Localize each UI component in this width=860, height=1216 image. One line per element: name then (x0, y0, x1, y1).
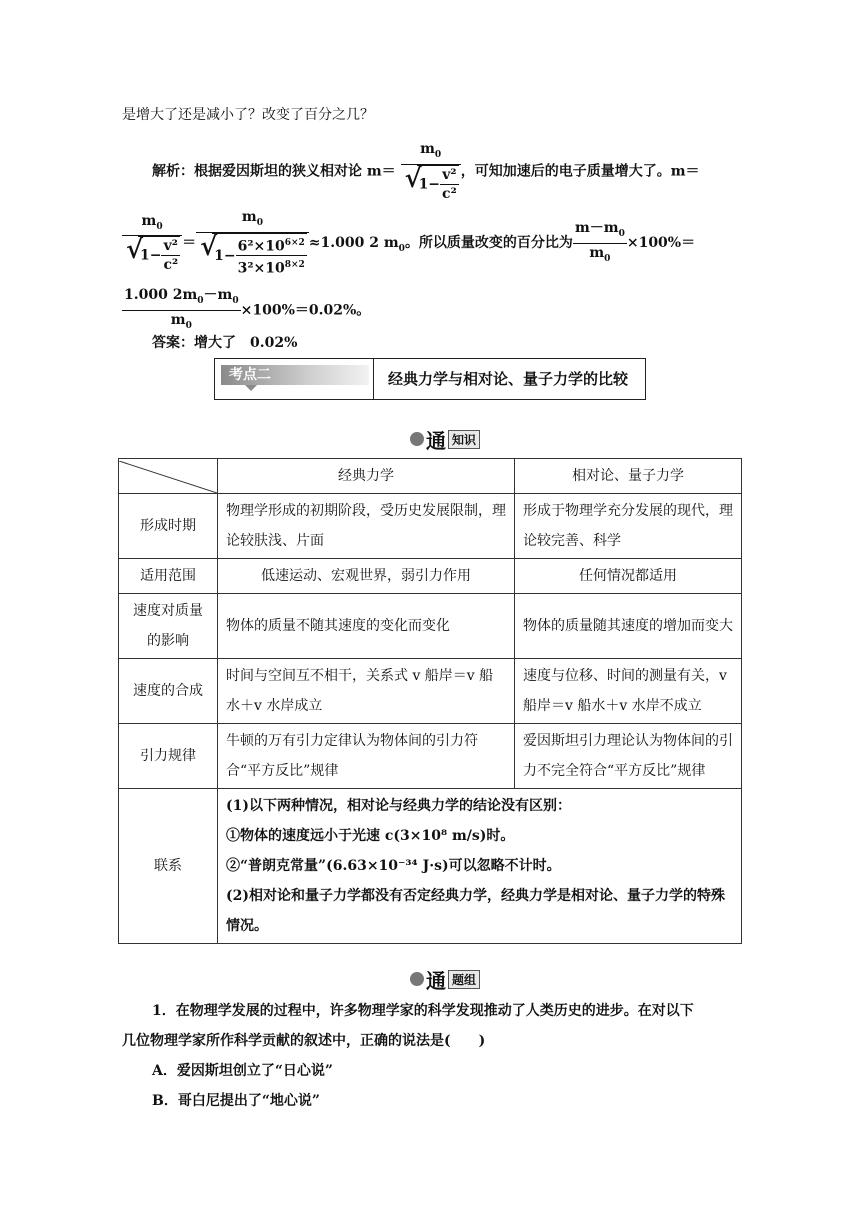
analysis-line-2 (122, 208, 695, 278)
link-content (218, 789, 742, 944)
table-header-row (119, 459, 742, 494)
percent-fraction: $\frac{m-m_0}{m_0}$ (574, 219, 625, 264)
question-stem-2: 几位物理学家所作科学贡献的叙述中，正确的说法是( ) (122, 1033, 486, 1049)
table-row (119, 724, 742, 789)
intro-line: 是增大了还是减小了？改变了百分之几？ (122, 107, 374, 123)
tag-notch (245, 385, 257, 391)
answer-label: 答案： (152, 335, 194, 351)
row-modern: 物体的质量随其速度的增加而变大 (515, 594, 742, 659)
row-modern: 爱因斯坦引力理论认为物体间的引力不完全符合“平方反比”规律 (515, 724, 742, 789)
table-row (119, 594, 742, 659)
row-label: 形成时期 (119, 494, 218, 559)
link-line: (2)相对论和量子力学都没有否定经典力学，经典力学是相对论、量子力学的特殊情况。 (226, 888, 725, 934)
section-banner (214, 358, 646, 400)
link-line: ①物体的速度远小于光速 c(3×10⁸ m/s)时。 (226, 828, 515, 844)
row-classic: 牛顿的万有引力定律认为物体间的引力符合“平方反比”规律 (218, 724, 515, 789)
knowledge-badge (410, 428, 480, 453)
badge-big: 通 (426, 968, 446, 993)
row-classic: 物理学形成的初期阶段，受历史发展限制，理论较肤浅、片面 (218, 494, 515, 559)
header-modern: 相对论、量子力学 (515, 459, 742, 494)
analysis-line-1 (152, 140, 700, 203)
header-classic: 经典力学 (218, 459, 515, 494)
row-modern: 形成于物理学充分发展的现代，理论较完善、科学 (515, 494, 742, 559)
row-label: 适用范围 (119, 559, 218, 594)
table-row (119, 659, 742, 724)
link-line: (1)以下两种情况，相对论与经典力学的结论没有区别： (226, 798, 571, 814)
table-row-link (119, 789, 742, 944)
badge-icon (410, 432, 424, 446)
comparison-table (118, 458, 742, 944)
exercise-badge (410, 968, 480, 993)
section-title: 经典力学与相对论、量子力学的比较 (388, 370, 629, 388)
section-tag: 考点二 (221, 365, 369, 385)
badge-big: 通 (426, 428, 446, 453)
mass-fraction-symbolic: $m_0$ √ 1− $\frac{\text{v²}}{\text{c²}}$ (122, 212, 182, 275)
row-label: 联系 (119, 789, 218, 944)
badge-small: 知识 (448, 430, 480, 449)
answer-value: 增大了 0.02% (194, 335, 298, 351)
question-stem-1: 1．在物理学发展的过程中，许多物理学家的科学发现推动了人类历史的进步。在对以下 (152, 1003, 694, 1019)
row-classic: 物体的质量不随其速度的变化而变化 (218, 594, 515, 659)
analysis-line-3 (122, 286, 370, 335)
option-b: B．哥白尼提出了“地心说” (152, 1093, 320, 1109)
analysis-text-2: ，可知加速后的电子质量增大了。m＝ (460, 163, 700, 180)
row-label: 引力规律 (119, 724, 218, 789)
table-row (119, 559, 742, 594)
percent-eq: ×100%＝ (626, 235, 696, 252)
result-text: ×100%＝0.02%。 (240, 302, 371, 319)
mass-formula-fraction: $m_0$ √ 1− $\frac{\text{v²}}{\text{c²}}$ (401, 140, 461, 203)
banner-tag-area (215, 359, 374, 399)
row-classic: 低速运动、宏观世界，弱引力作用 (218, 559, 515, 594)
result-fraction: $\frac{1.000 2m_0-m_0}{m_0}$ (124, 287, 239, 331)
analysis-label: 解析： (152, 163, 194, 180)
table-corner (119, 459, 218, 494)
answer-line (152, 332, 297, 352)
row-label: 速度的合成 (119, 659, 218, 724)
badge-icon (410, 972, 424, 986)
row-classic: 时间与空间互不相干，关系式 v 船岸＝v 船水＋v 水岸成立 (218, 659, 515, 724)
link-line: ②“普朗克常量”(6.63×10⁻³⁴ J·s)可以忽略不计时。 (226, 858, 561, 874)
row-modern: 任何情况都适用 (515, 559, 742, 594)
approx-value: ≈1.000 2 $m_0$ (308, 235, 405, 254)
row-modern: 速度与位移、时间的测量有关，v 船岸＝v 船水＋v 水岸不成立 (515, 659, 742, 724)
analysis-text-1: 根据爱因斯坦的狭义相对论 m＝ (194, 163, 396, 180)
option-a: A．爱因斯坦创立了“日心说” (152, 1063, 333, 1079)
eq-mid: ＝ (182, 235, 197, 252)
badge-small: 题组 (448, 970, 480, 989)
analysis-text-3: 。所以质量改变的百分比为 (404, 235, 573, 252)
row-label: 速度对质量的影响 (119, 594, 218, 659)
table-row (119, 494, 742, 559)
mass-fraction-numeric: $m_0$ √ 1− $\frac{6^2\times 10^{6\times 2}}{3^2\times 10^{8\times 2}}$ (196, 208, 309, 278)
